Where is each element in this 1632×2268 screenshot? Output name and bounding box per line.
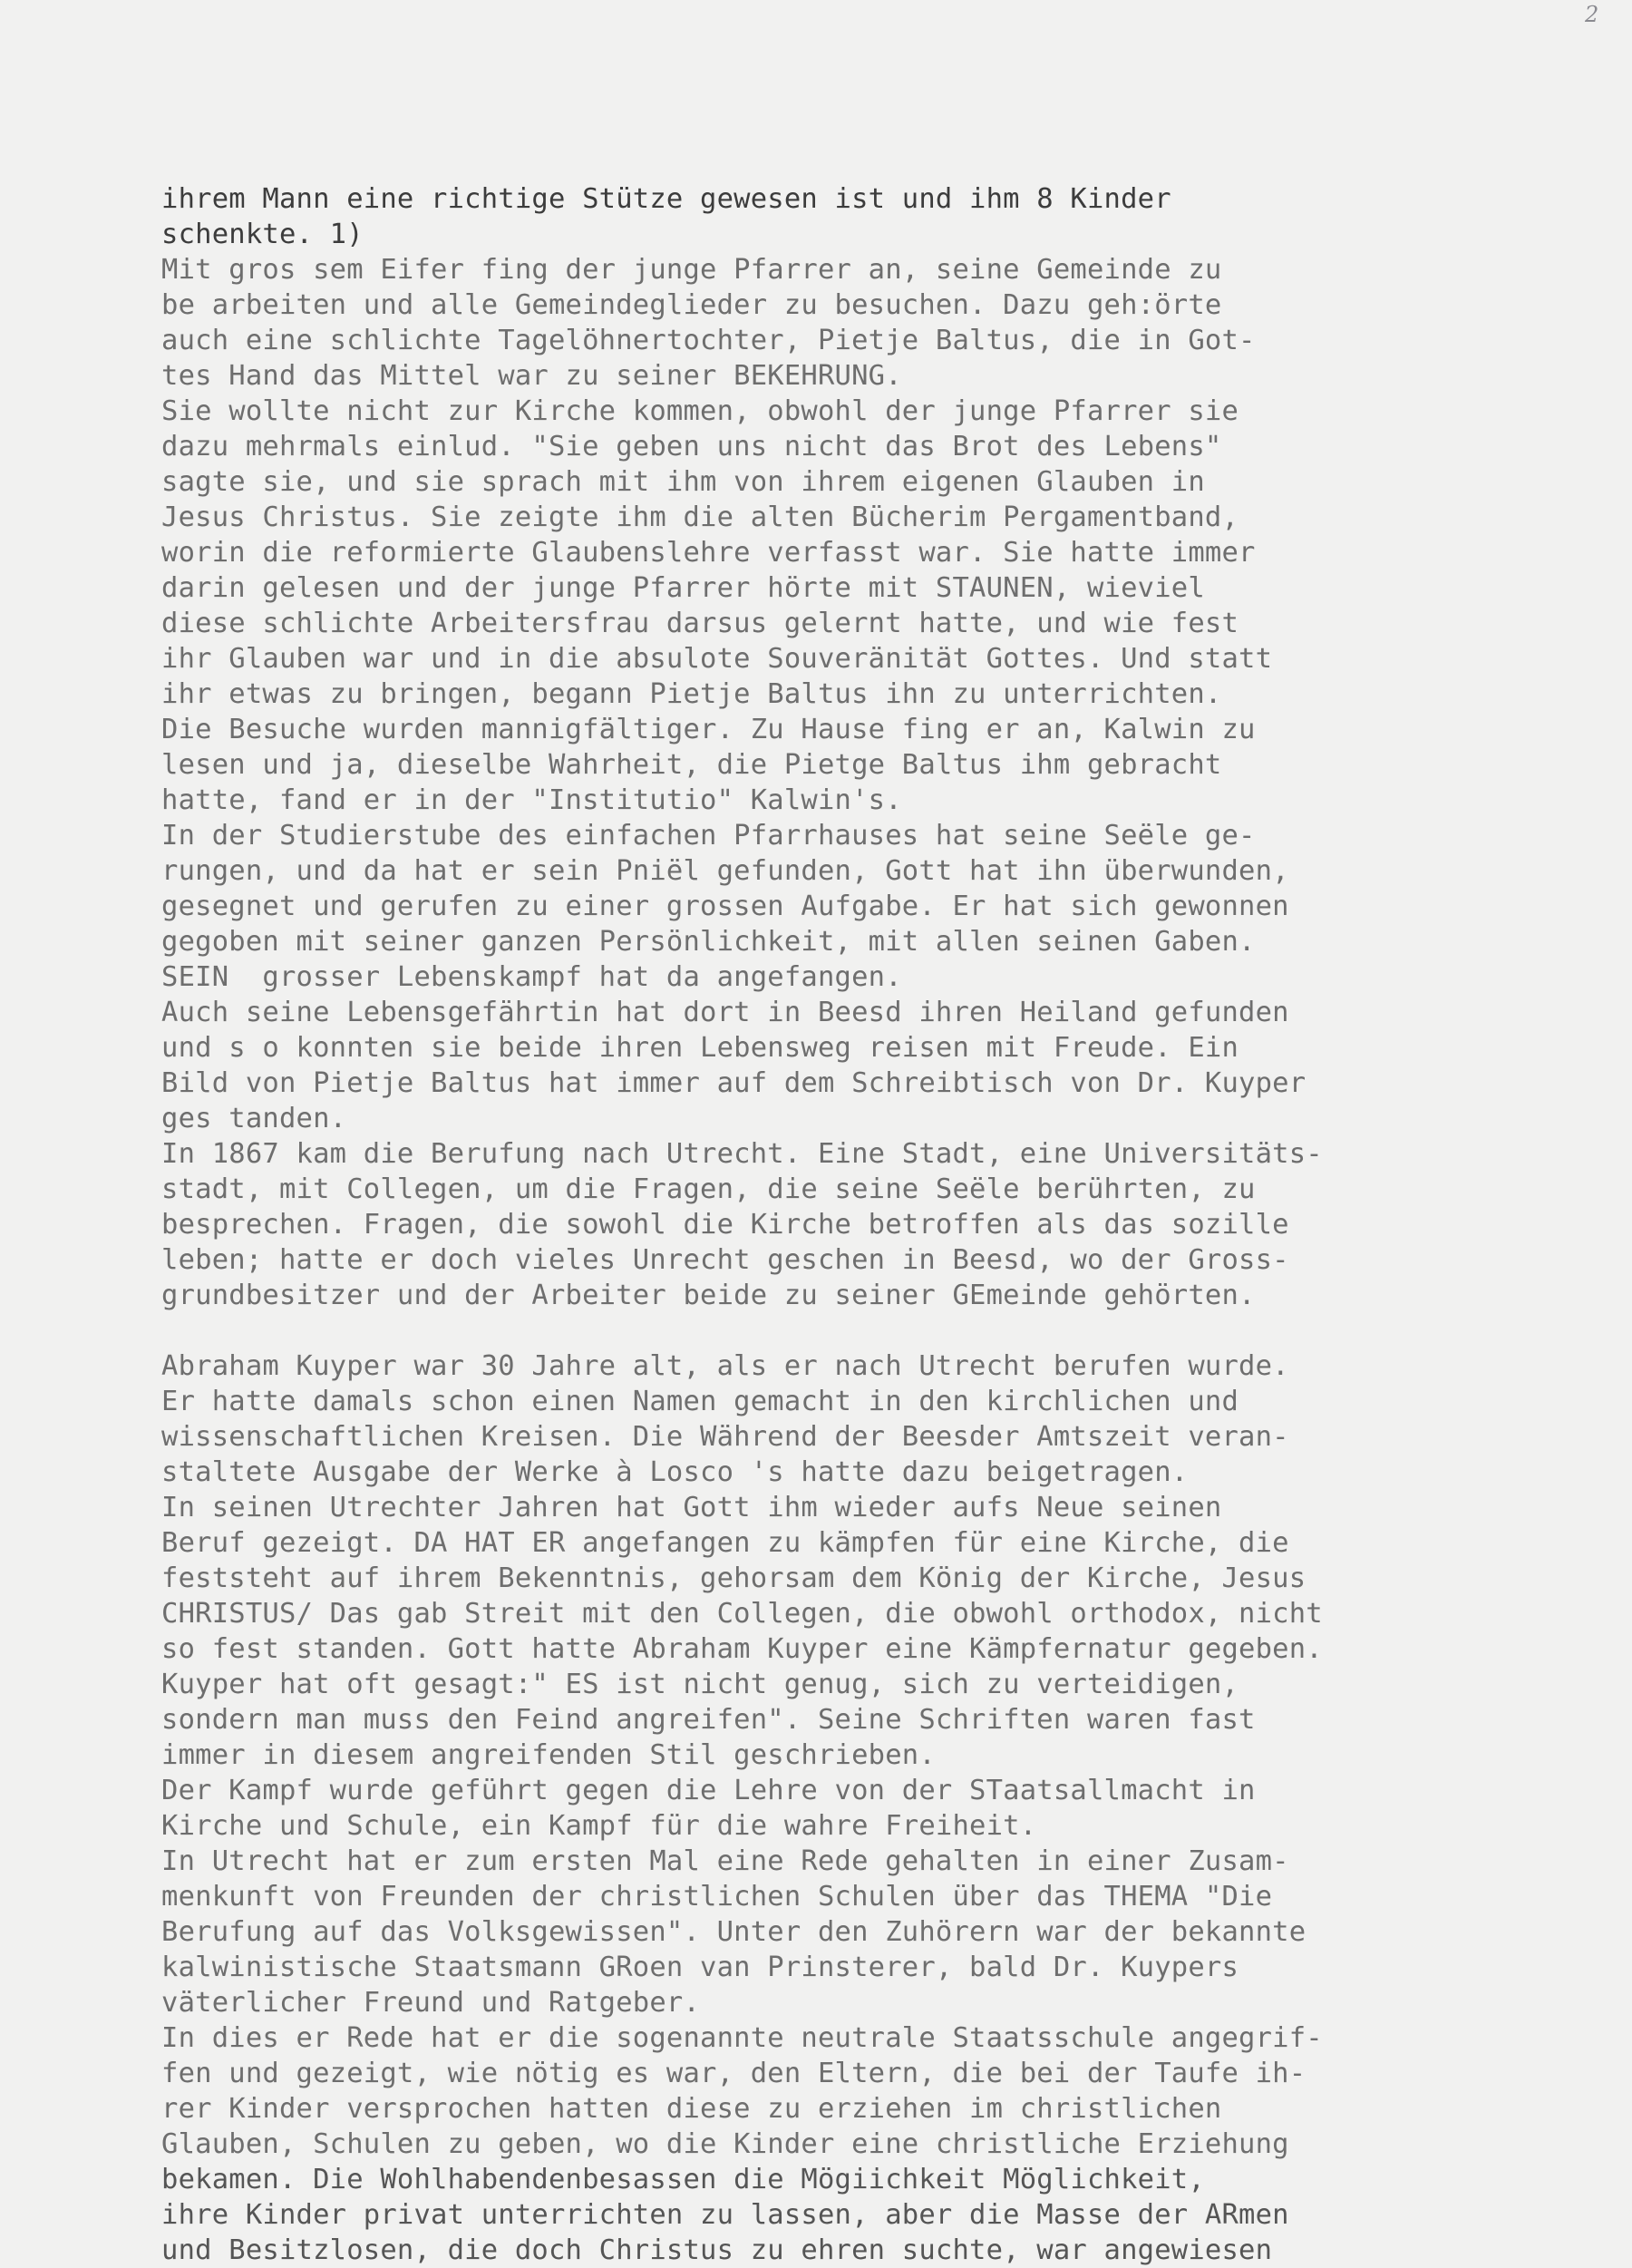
text-line: Jesus Christus. Sie zeigte ihm die alten Bücherim Pergamentband, [161,501,1239,533]
text-line: Die Besuche wurden mannigfältiger. Zu Hause fing er an, Kalwin zu [161,714,1256,745]
text-line: darin gelesen und der junge Pfarrer hörte mit STAUNEN, wieviel [161,572,1205,604]
text-line: In dies er Rede hat er die sogenannte neutrale Staatsschule angegrif- [161,2022,1323,2054]
text-line: worin die reformierte Glaubenslehre verfasst war. Sie hatte immer [161,537,1256,569]
text-line: sondern man muss den Feind angreifen". Seine Schriften waren fast [161,1704,1256,1736]
text-line: und s o konnten sie beide ihren Lebensweg reisen mit Freude. Ein [161,1032,1239,1064]
text-line: SEIN grosser Lebenskampf hat da angefangen. [161,961,902,993]
text-line: Beruf gezeigt. DA HAT ER angefangen zu kämpfen für eine Kirche, die [161,1527,1289,1559]
text-line: leben; hatte er doch vieles Unrecht geschen in Beesd, wo der Gross- [161,1244,1289,1276]
text-line: be arbeiten und alle Gemeindeglieder zu besuchen. Dazu geh:örte [161,289,1222,321]
text-line: lesen und ja, dieselbe Wahrheit, die Pietge Baltus ihm gebracht [161,749,1222,781]
text-line: Auch seine Lebensgefährtin hat dort in Beesd ihren Heiland gefunden [161,997,1289,1028]
text-line: tes Hand das Mittel war zu seiner BEKEHRUNG. [161,360,902,392]
text-line: ihre Kinder privat unterrichten zu lassen, aber die Masse der ARmen [161,2199,1289,2231]
text-line: dazu mehrmals einlud. "Sie geben uns nicht das Brot des Lebens" [161,431,1222,462]
text-line: hatte, fand er in der "Institutio" Kalwin's. [161,784,902,816]
text-line: Bild von Pietje Baltus hat immer auf dem Schreibtisch von Dr. Kuyper [161,1067,1307,1099]
text-line: Abraham Kuyper war 30 Jahre alt, als er nach Utrecht berufen wurde. [161,1350,1289,1382]
text-line: Kirche und Schule, ein Kampf für die wahre Freiheit. [161,1810,1037,1842]
text-line: diese schlichte Arbeitersfrau darsus gelernt hatte, und wie fest [161,608,1239,639]
text-line: väterlicher Freund und Ratgeber. [161,1987,701,2019]
text-line: gesegnet und gerufen zu einer grossen Aufgabe. Er hat sich gewonnen [161,891,1289,922]
page-number: 2 [1585,2,1599,27]
paragraph-gap [161,1313,1576,1348]
text-line: stadt, mit Collegen, um die Fragen, die seine Seële berührten, zu [161,1173,1256,1205]
text-line: Berufung auf das Volksgewissen". Unter den Zuhörern war der bekannte [161,1916,1307,1948]
text-line: wissenschaftlichen Kreisen. Die Während der Beesder Amtszeit veran- [161,1421,1289,1453]
text-line: Glauben, Schulen zu geben, wo die Kinder eine christliche Erziehung [161,2128,1289,2160]
text-line: staltete Ausgabe der Werke à Losco 's hatte dazu beigetragen. [161,1456,1189,1488]
text-line: rer Kinder versprochen hatten diese zu erziehen im christlichen [161,2093,1222,2125]
text-line: Der Kampf wurde geführt gegen die Lehre von der STaatsallmacht in [161,1775,1256,1806]
text-line: fen und gezeigt, wie nötig es war, den Eltern, die bei der Taufe ih- [161,2058,1307,2089]
text-line: Mit gros sem Eifer fing der junge Pfarrer an, seine Gemeinde zu [161,254,1222,286]
text-line: schenkte. 1) [161,219,364,250]
text-line: grundbesitzer und der Arbeiter beide zu seiner GEmeinde gehörten. [161,1280,1256,1311]
text-line: ges tanden. [161,1103,347,1134]
text-line: feststeht auf ihrem Bekenntnis, gehorsam dem König der Kirche, Jesus [161,1562,1307,1594]
text-line: In der Studierstube des einfachen Pfarrhauses hat seine Seële ge- [161,820,1256,852]
paragraph-1 [161,181,1576,1313]
text-line: kalwinistische Staatsmann GRoen van Prinsterer, bald Dr. Kuypers [161,1952,1239,1983]
text-line: sagte sie, und sie sprach mit ihm von ihrem eigenen Glauben in [161,466,1205,498]
text-line: ihr etwas zu bringen, begann Pietje Baltus ihn zu unterrichten. [161,678,1222,710]
text-line: ihr Glauben war und in die absulote Souveränität Gottes. Und statt [161,643,1273,675]
text-line: CHRISTUS/ Das gab Streit mit den Collegen, die obwohl orthodox, nicht [161,1598,1323,1630]
text-line: In 1867 kam die Berufung nach Utrecht. Eine Stadt, eine Universitäts- [161,1138,1323,1170]
text-line: In Utrecht hat er zum ersten Mal eine Rede gehalten in einer Zusam- [161,1845,1289,1877]
text-line: rungen, und da hat er sein Pniël gefunden, Gott hat ihn überwunden, [161,855,1289,887]
text-line: Kuyper hat oft gesagt:" ES ist nicht genug, sich zu verteidigen, [161,1669,1239,1700]
text-line: Er hatte damals schon einen Namen gemacht in den kirchlichen und [161,1386,1239,1417]
text-line: ihrem Mann eine richtige Stütze gewesen ist und ihm 8 Kinder [161,183,1171,215]
text-line: auch eine schlichte Tagelöhnertochter, Pietje Baltus, die in Got- [161,325,1256,356]
text-line: besprechen. Fragen, die sowohl die Kirche betroffen als das sozille [161,1209,1289,1241]
text-line: so fest standen. Gott hatte Abraham Kuyper eine Kämpfernatur gegeben. [161,1633,1323,1665]
text-line: In seinen Utrechter Jahren hat Gott ihm wieder aufs Neue seinen [161,1492,1222,1523]
text-line: bekamen. Die Wohlhabendenbesassen die Mögiichkeit Möglichkeit, [161,2164,1205,2195]
text-line: Sie wollte nicht zur Kirche kommen, obwohl der junge Pfarrer sie [161,395,1239,427]
text-line: immer in diesem angreifenden Stil geschrieben. [161,1739,936,1771]
text-line: und Besitzlosen, die doch Christus zu ehren suchte, war angewiesen [161,2234,1273,2266]
typewritten-text [161,181,1576,2268]
paragraph-2 [161,1348,1576,2268]
text-line: menkunft von Freunden der christlichen Schulen über das THEMA "Die [161,1881,1273,1913]
text-line: gegoben mit seiner ganzen Persönlichkeit, mit allen seinen Gaben. [161,926,1256,958]
